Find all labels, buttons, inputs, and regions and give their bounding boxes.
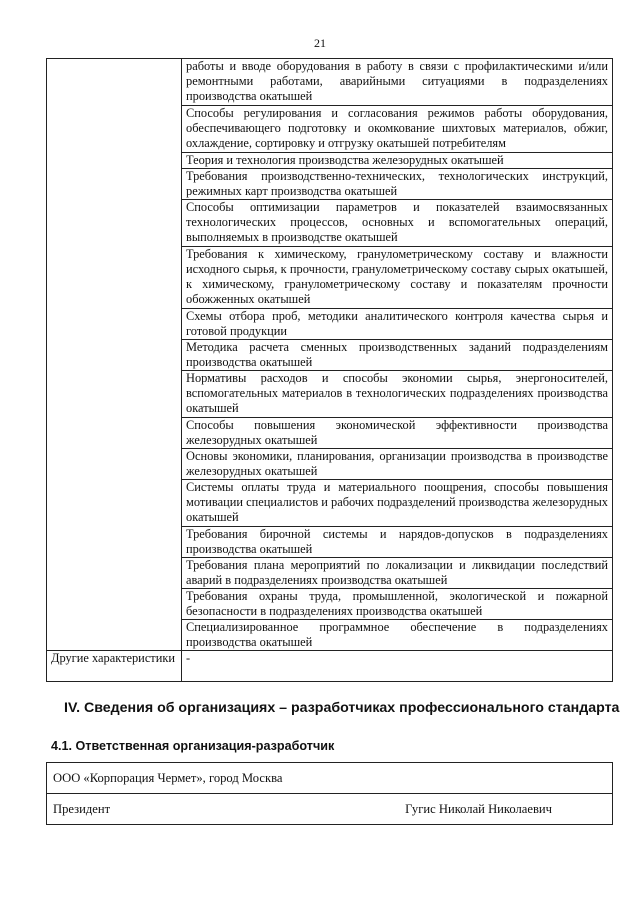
organization-name: ООО «Корпорация Чермет», город Москва <box>47 763 613 794</box>
table-row <box>47 763 613 794</box>
requirement-item <box>182 589 613 620</box>
requirement-text: Способы оптимизации параметров и показателей взаимосвязанных технологических процессов, основных и вспомогательных операций, выполняемых в производстве окатышей <box>186 200 608 244</box>
requirement-text: Требования плана мероприятий по локализации и ликвидации последствий аварий в подразделениях производства окатышей <box>186 558 608 587</box>
requirement-item <box>182 309 613 340</box>
signatory-name: Гугис Николай Николаевич <box>405 801 552 816</box>
requirement-text: Специализированное программное обеспечение в подразделениях производства окатышей <box>186 620 608 649</box>
signatory-row <box>53 802 606 817</box>
organization-table <box>46 762 613 825</box>
requirement-item <box>182 106 613 153</box>
requirement-text: Нормативы расходов и способы экономии сырья, энергоносителей, вспомогательных материалов в технологических подразделениях производства окатышей <box>186 371 608 415</box>
signatory-cell <box>47 794 613 825</box>
requirement-text: Схемы отбора проб, методики аналитического контроля качества сырья и готовой продукции <box>186 309 608 338</box>
requirement-text: работы и вводе оборудования в работу в связи с профилактическими и/или ремонтными работами, аварийными ситуациями в подразделениях производства окатышей <box>186 59 608 103</box>
other-characteristics-value: - <box>182 651 613 682</box>
requirement-text: Методика расчета сменных производственных заданий подразделениям производства окатышей <box>186 340 608 369</box>
requirement-text: Требования производственно-технических, технологических инструкций, режимных карт производства окатышей <box>186 169 608 198</box>
requirement-item <box>182 340 613 371</box>
requirement-item <box>182 527 613 558</box>
requirement-item <box>182 153 613 169</box>
requirement-text: Требования охраны труда, промышленной, экологической и пожарной безопасности в подразделениях производства окатышей <box>186 589 608 618</box>
requirement-item <box>182 418 613 449</box>
requirement-text: Требования бирочной системы и нарядов-допусков в подразделениях производства окатышей <box>186 527 608 556</box>
requirement-text: Способы регулирования и согласования режимов работы оборудования, обеспечивающего подготовку и окомкование шихтовых материалов, обжиг, охлаждение, сортировку и отгрузку окатышей потребителям <box>186 106 608 150</box>
requirement-item <box>182 59 613 106</box>
requirements-table <box>46 58 613 682</box>
requirement-text: Системы оплаты труда и материального поощрения, способы повышения мотивации специалистов и рабочих подразделений производства железорудных окатышей <box>186 480 608 524</box>
requirement-text: Способы повышения экономической эффективности производства железорудных окатышей <box>186 418 608 447</box>
table-row <box>47 794 613 825</box>
requirement-text: Требования к химическому, гранулометрическому составу и влажности исходного сырья, к прочности, гранулометрическому составу сырых окатышей, к химическому, гранулометрическому составу и показателям прочности обожженных окатышей <box>186 247 608 306</box>
signatory-position: Президент <box>53 801 111 816</box>
empty-label-cell <box>47 59 182 651</box>
requirement-item <box>182 200 613 247</box>
other-characteristics-label: Другие характеристики <box>47 651 182 682</box>
table-row <box>47 59 613 106</box>
requirement-item <box>182 371 613 418</box>
subsection-heading: 4.1. Ответственная организация-разработчик <box>51 739 335 753</box>
requirement-item <box>182 620 613 651</box>
section-heading: IV. Сведения об организациях – разработчиках профессионального стандарта <box>64 700 620 716</box>
requirement-item <box>182 169 613 200</box>
table-row <box>47 651 613 682</box>
requirement-item <box>182 558 613 589</box>
requirement-item <box>182 449 613 480</box>
requirement-item <box>182 480 613 527</box>
requirement-text: Теория и технология производства железорудных окатышей <box>186 153 504 167</box>
requirement-text: Основы экономики, планирования, организации производства в производстве железорудных окатышей <box>186 449 608 478</box>
page-number: 21 <box>314 36 326 50</box>
requirement-item <box>182 247 613 309</box>
